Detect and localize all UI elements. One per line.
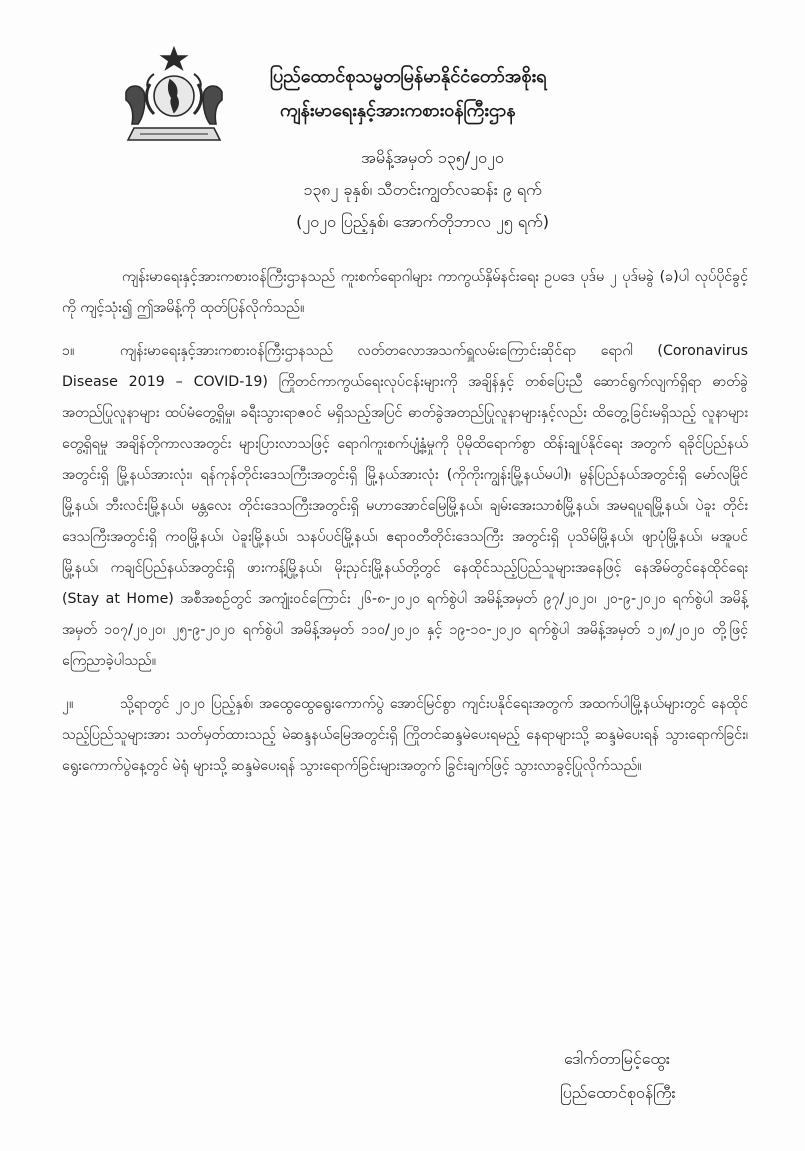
signatory-title: ပြည်ထောင်စုဝန်ကြီး [560, 1083, 676, 1102]
notice-meta [0, 142, 805, 238]
signature-block [560, 1042, 760, 1110]
paragraph-1-text: ကျန်းမာရေးနှင့်အားကစားဝန်ကြီးဌာနသည် လတ်တလောအသက်ရှူလမ်းကြောင်းဆိုင်ရာ ရောဂါ (Coronavirus Disease 2019 – COVID-19) ကြိုတင်ကာကွယ်ရေးလုပ်ငန်းများကို အချိန်နှင့် တစ်ပြေးညီ ဆောင်ရွက်လျက်ရှိရာ ဓာတ်ခွဲအတည်ပြုလူနာများ ထပ်မံတွေ့ရှိမှု၊ ခရီးသွားရာဇဝင် မရှိသည့်အပြင် ဓာတ်ခွဲအတည်ပြုလူနာများနှင့်လည်း ထိတွေ့ခြင်းမရှိသည့် လူနာများတွေ့ရှိရမှု အချိန်တိုကာလအတွင်း များပြားလာသဖြင့် ရောဂါကူးစက်ပျံ့နှံ့မှုကို ပိုမိုထိရောက်စွာ ထိန်းချုပ်နိုင်ရေး အတွက် ရခိုင်ပြည်နယ်အတွင်းရှိ မြို့နယ်အားလုံး၊ ရန်ကုန်တိုင်းဒေသကြီးအတွင်းရှိ မြို့နယ်အားလုံး (ကိုကိုးကျွန်းမြို့နယ်မပါ)၊ မွန်ပြည်နယ်အတွင်းရှိ မော်လမြိုင်မြို့နယ်၊ ဘီးလင်းမြို့နယ်၊ မန္တလေး တိုင်းဒေသကြီးအတွင်းရှိ မဟာအောင်မြေမြို့နယ်၊ ချမ်းအေးသာစံမြို့နယ်၊ အမရပူရမြို့နယ်၊ ပဲခူး တိုင်းဒေသကြီးအတွင်းရှိ ကဝမြို့နယ်၊ ပဲခူးမြို့နယ်၊ သနပ်ပင်မြို့နယ်၊ ဧရာဝတီတိုင်းဒေသကြီး အတွင်းရှိ ပုသိမ်မြို့နယ်၊ ဖျာပုံမြို့နယ်၊ မအူပင်မြို့နယ်၊ ကချင်ပြည်နယ်အတွင်းရှိ ဖားကန့်မြို့နယ်၊ မိုးညှင်းမြို့နယ်တို့တွင် နေထိုင်သည့်ပြည်သူများအနေဖြင့် နေအိမ်တွင်နေထိုင်ရေး (Stay at Home) အစီအစဉ်တွင် အကျုံးဝင်ကြောင်း ၂၆-၈-၂၀၂၀ ရက်စွဲပါ အမိန့်အမှတ် ၉၇/၂၀၂၀၊ ၂၀-၉-၂၀၂၀ ရက်စွဲပါ အမိန့်အမှတ် ၁၀၇/၂၀၂၀၊ ၂၅-၉-၂၀၂၀ ရက်စွဲပါ အမိန့်အမှတ် ၁၁၀/၂၀၂၀ နှင့် ၁၉-၁၀-၂၀၂၀ ရက်စွဲပါ အမိန့်အမှတ် ၁၂၈/၂၀၂၀ တို့ဖြင့် ကြေညာခဲ့ပါသည်။ [62, 343, 748, 669]
notice-body [62, 262, 748, 794]
paragraph-2 [62, 689, 748, 782]
ministry-name: ကျန်းမာရေးနှင့်အားကစားဝန်ကြီးဌာန [280, 100, 516, 121]
ministry-header [270, 60, 690, 128]
date-myanmar: ၁၃၈၂ ခုနှစ်၊ သီတင်းကျွတ်လဆန်း ၉ ရက် [303, 180, 542, 199]
paragraph-1 [62, 336, 748, 677]
signatory-name: ဒေါက်တာမြင့်ထွေး [564, 1049, 670, 1068]
paragraph-1-number: ၁။ [62, 343, 75, 359]
paragraph-2-text: သို့ရာတွင် ၂၀၂၀ ပြည့်နှစ်၊ အထွေထွေရွေးကောက်ပွဲ အောင်မြင်စွာ ကျင်းပနိုင်ရေးအတွက် အထက်ပါမြို့နယ်များတွင် နေထိုင်သည့်ပြည်သူများအား သတ်မှတ်ထားသည့် မဲဆန္ဒနယ်မြေအတွင်းရှိ ကြိုတင်ဆန္ဒမဲပေးရမည့် နေရာများသို့ ဆန္ဒမဲပေးရန် သွားရောက်ခြင်း၊ ရွေးကောက်ပွဲနေ့တွင် မဲရုံ များသို့ ဆန္ဒမဲပေးရန် သွားရောက်ခြင်းများအတွက် ခြွင်းချက်ဖြင့် သွားလာခွင့်ပြုလိုက်သည်။ [62, 696, 748, 774]
paragraph-2-number: ၂။ [62, 696, 74, 712]
state-seal-icon [120, 44, 228, 152]
date-gregorian: (၂၀၂၀ ပြည့်နှစ်၊ အောက်တိုဘာလ ၂၅ ရက်) [296, 212, 549, 231]
intro-paragraph: ကျန်းမာရေးနှင့်အားကစားဝန်ကြီးဌာနသည် ကူးစက်ရောဂါများ ကာကွယ်နှိမ်နင်းရေး ဥပဒေ ပုဒ်မ ၂ ပုဒ်မခွဲ (ခ)ပါ လုပ်ပိုင်ခွင့်ကို ကျင့်သုံး၍ ဤအမိန့်ကို ထုတ်ပြန်လိုက်သည်။ [62, 269, 748, 316]
government-name: ပြည်ထောင်စုသမ္မတမြန်မာနိုင်ငံတော်အစိုးရ [270, 66, 547, 87]
notice-number: အမိန့်အမှတ် ၁၃၅/၂၀၂၀ [361, 148, 504, 167]
